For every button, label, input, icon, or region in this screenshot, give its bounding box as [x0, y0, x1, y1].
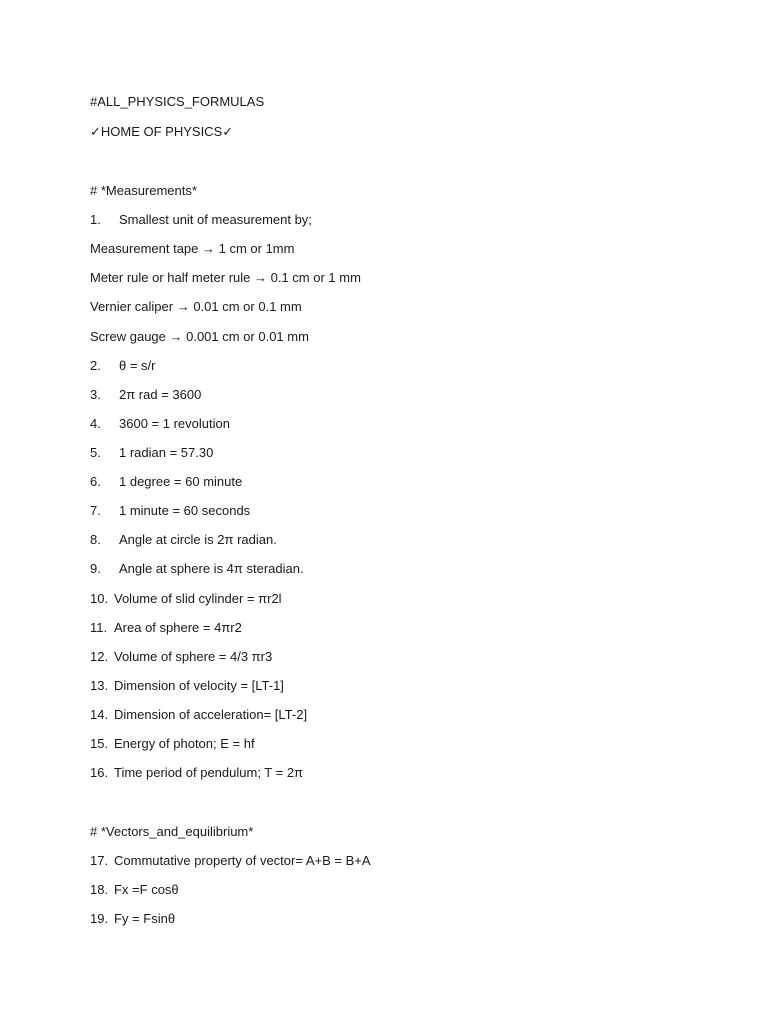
list-item — [90, 591, 282, 607]
section-heading-measurements: # *Measurements* — [90, 183, 197, 198]
list-text: 2π rad = 3600 — [119, 387, 202, 402]
list-item — [90, 620, 242, 636]
list-text: Angle at sphere is 4π steradian. — [119, 561, 304, 576]
list-number: 8. — [90, 532, 101, 547]
list-item — [90, 853, 371, 869]
list-number: 14. — [90, 707, 109, 722]
list-text: Energy of photon; E = hf — [114, 736, 255, 751]
list-text: Fx =F cosθ — [114, 882, 179, 897]
list-item — [90, 387, 201, 403]
section-heading-vectors: # *Vectors_and_equilibrium* — [90, 824, 254, 839]
list-text: Area of sphere = 4πr2 — [114, 620, 242, 635]
unit-line: Vernier caliper → 0.01 cm or 0.1 mm — [90, 299, 302, 314]
list-item — [90, 649, 272, 665]
list-number: 16. — [90, 765, 109, 780]
document-subtitle: ✓HOME OF PHYSICS✓ — [90, 124, 234, 139]
list-text: Commutative property of vector= A+B = B+A — [114, 853, 371, 868]
list-item — [90, 445, 213, 461]
list-number: 3. — [90, 387, 101, 402]
list-item — [90, 532, 277, 548]
list-number: 6. — [90, 474, 101, 489]
list-text: 3600 = 1 revolution — [119, 416, 230, 431]
list-number: 10. — [90, 591, 109, 606]
list-number: 1. — [90, 212, 101, 227]
list-item — [90, 911, 175, 927]
list-item — [90, 416, 230, 432]
list-item — [90, 474, 242, 490]
list-text: Dimension of velocity = [LT-1] — [114, 678, 284, 693]
list-number: 12. — [90, 649, 109, 664]
list-text: 1 degree = 60 minute — [119, 474, 243, 489]
list-number: 5. — [90, 445, 101, 460]
list-item — [90, 882, 179, 898]
list-item — [90, 561, 304, 577]
unit-line: Meter rule or half meter rule → 0.1 cm or 1 mm — [90, 270, 361, 285]
list-item — [90, 765, 303, 781]
list-item — [90, 707, 307, 723]
list-number: 19. — [90, 911, 109, 926]
list-number: 11. — [90, 620, 108, 635]
list-text: Volume of sphere = 4/3 πr3 — [114, 649, 273, 664]
list-number: 15. — [90, 736, 109, 751]
list-text: Fy = Fsinθ — [114, 911, 176, 926]
list-text: Time period of pendulum; T = 2π — [114, 765, 304, 780]
list-item — [90, 503, 250, 519]
unit-line: Screw gauge → 0.001 cm or 0.01 mm — [90, 329, 309, 344]
list-text: Smallest unit of measurement by; — [119, 212, 312, 227]
document-title: #ALL_PHYSICS_FORMULAS — [90, 94, 265, 109]
list-item — [90, 212, 312, 228]
list-text: Dimension of acceleration= [LT-2] — [114, 707, 308, 722]
list-number: 9. — [90, 561, 101, 576]
list-text: 1 radian = 57.30 — [119, 445, 214, 460]
unit-line: Measurement tape → 1 cm or 1mm — [90, 241, 295, 256]
list-item — [90, 736, 255, 752]
list-number: 18. — [90, 882, 109, 897]
list-text: Angle at circle is 2π radian. — [119, 532, 277, 547]
list-text: 1 minute = 60 seconds — [119, 503, 251, 518]
list-item — [90, 358, 156, 374]
list-text: θ = s/r — [119, 358, 156, 373]
list-number: 2. — [90, 358, 101, 373]
list-text: Volume of slid cylinder = πr2l — [114, 591, 282, 606]
list-number: 4. — [90, 416, 101, 431]
list-number: 17. — [90, 853, 109, 868]
list-number: 13. — [90, 678, 109, 693]
list-item — [90, 678, 284, 694]
list-number: 7. — [90, 503, 101, 518]
